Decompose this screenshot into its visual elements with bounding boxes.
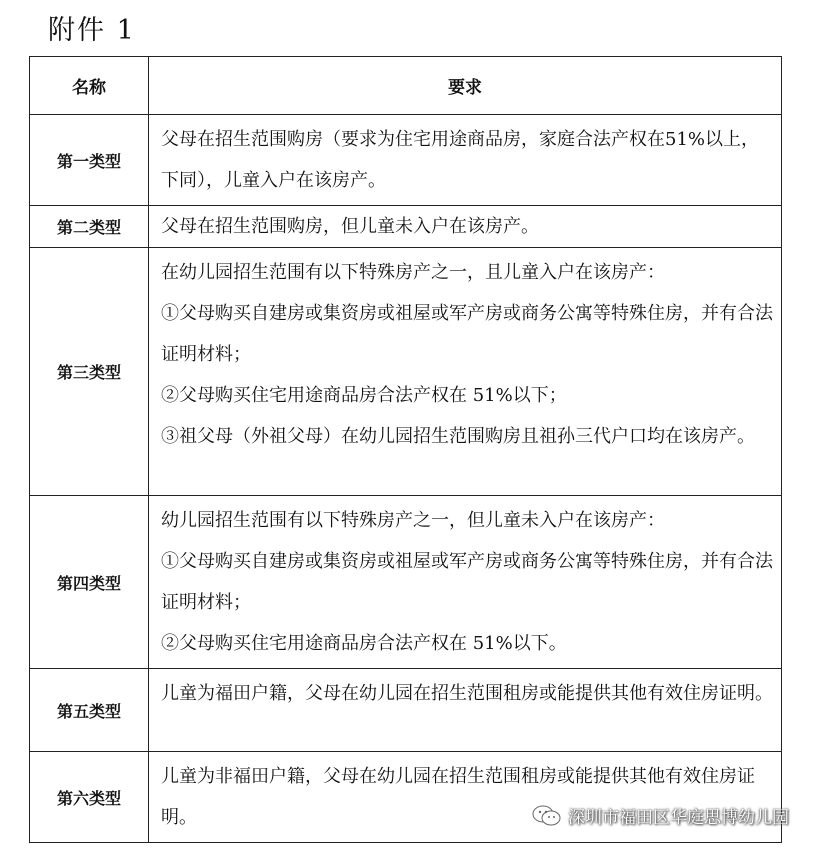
type-cell: 第四类型 [30, 496, 149, 669]
requirement-line: ③祖父母（外祖父母）在幼儿园招生范围购房且祖孙三代户口均在该房产。 [161, 426, 755, 447]
requirement-line: ②父母购买住宅用途商品房合法产权在 51%以下； [161, 385, 567, 406]
attachment-heading: 附件 1 [48, 15, 136, 46]
requirement-line: 在幼儿园招生范围有以下特殊房产之一，且儿童入户在该房产： [161, 262, 665, 283]
watermark [532, 803, 789, 828]
requirement-line: 父母在招生范围购房，但儿童未入户在该房产。 [161, 216, 539, 237]
header-requirement: 要求 [149, 57, 782, 115]
type-cell: 第一类型 [30, 115, 149, 206]
watermark-text: 深圳市福田区华庭思博幼儿园 [568, 808, 789, 828]
type-cell: 第六类型 [30, 752, 149, 843]
table-row [30, 496, 782, 669]
requirement-line: 父母在招生范围购房（要求为住宅用途商品房，家庭合法产权在51%以上，下同），儿童入户在该房产。 [161, 129, 760, 191]
type-cell: 第二类型 [30, 206, 149, 248]
table-row [30, 248, 782, 496]
requirement-cell [149, 669, 782, 752]
table-row [30, 752, 782, 843]
table-row [30, 206, 782, 248]
table-row [30, 115, 782, 206]
type-cell: 第三类型 [30, 248, 149, 496]
requirement-cell [149, 206, 782, 248]
requirement-cell [149, 752, 782, 843]
requirement-cell [149, 496, 782, 669]
requirement-cell [149, 115, 782, 206]
wechat-icon [532, 804, 562, 828]
table-header-row [30, 57, 782, 115]
table-row [30, 669, 782, 752]
requirement-line: 儿童为福田户籍，父母在幼儿园在招生范围租房或能提供其他有效住房证明。 [161, 683, 773, 704]
requirements-table [29, 56, 782, 843]
requirement-line: ①父母购买自建房或集资房或祖屋或军产房或商务公寓等特殊住房，并有合法证明材料； [161, 551, 773, 613]
header-name: 名称 [30, 57, 149, 115]
requirement-line: 儿童为非福田户籍，父母在幼儿园在招生范围租房或能提供其他有效住房证明。 [161, 766, 755, 828]
requirement-line: ②父母购买住宅用途商品房合法产权在 51%以下。 [161, 633, 567, 654]
type-cell: 第五类型 [30, 669, 149, 752]
requirement-cell [149, 248, 782, 496]
requirement-line: 幼儿园招生范围有以下特殊房产之一，但儿童未入户在该房产： [161, 510, 665, 531]
requirement-line: ①父母购买自建房或集资房或祖屋或军产房或商务公寓等特殊住房，并有合法证明材料； [161, 303, 773, 365]
